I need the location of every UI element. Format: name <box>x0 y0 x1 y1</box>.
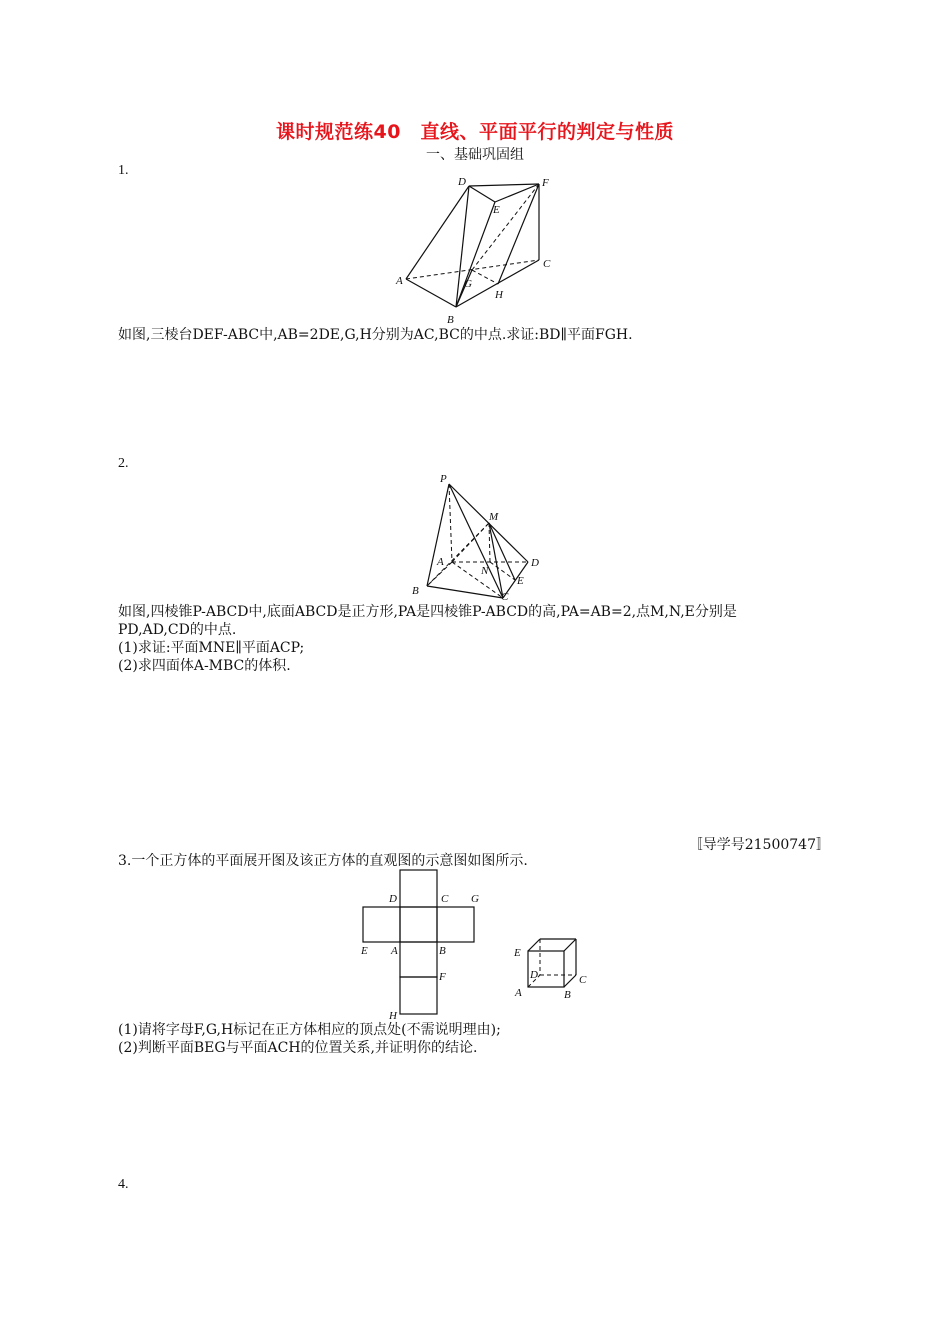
guide-number: 〚导学号21500747〛 <box>688 837 830 853</box>
edge-PA-hidden <box>449 484 452 562</box>
cube-label-C: C <box>579 974 587 986</box>
cube-label-E: E <box>514 947 521 959</box>
edge-AB <box>406 279 456 307</box>
label-A: A <box>437 556 444 568</box>
label-F: F <box>542 177 549 189</box>
label-E: E <box>493 204 500 216</box>
net-label-H: H <box>389 1010 397 1020</box>
label-P: P <box>440 473 447 485</box>
question-4-number: 4. <box>118 1177 129 1192</box>
cube-edge-bottom-right <box>564 975 576 987</box>
net-square-left <box>363 907 400 942</box>
net-label-A: A <box>391 945 398 957</box>
segment-GH-hidden <box>472 270 498 284</box>
question-2-text <box>118 603 838 675</box>
net-label-F: F <box>439 971 446 983</box>
net-square-right <box>437 907 474 942</box>
question-2-part2: (2)求四面体A-MBC的体积. <box>118 658 291 674</box>
edge-DA <box>406 186 469 279</box>
question-2-number: 2. <box>118 456 129 471</box>
net-square-lower <box>400 942 437 977</box>
label-B: B <box>412 585 419 597</box>
question-1-text: 如图,三棱台DEF-ABC中,AB=2DE,G,H分别为AC,BC的中点.求证:BD∥平面FGH. <box>118 327 633 343</box>
label-D: D <box>531 557 539 569</box>
segment-AC-hidden <box>452 562 503 598</box>
cube-edge-top-left <box>528 939 540 951</box>
label-B: B <box>447 314 454 326</box>
q3-cube-figure <box>508 932 598 1004</box>
segment-FG-hidden <box>472 184 539 270</box>
question-3-part2: (2)判断平面BEG与平面ACH的位置关系,并证明你的结论. <box>118 1040 478 1056</box>
segment-MC <box>489 523 503 598</box>
edge-PB <box>427 484 449 586</box>
label-H: H <box>495 289 503 301</box>
question-3-parts <box>118 1021 838 1057</box>
page-title: 课时规范练40 直线、平面平行的判定与性质 <box>276 121 674 143</box>
net-square-center <box>400 907 437 942</box>
net-label-B: B <box>439 945 446 957</box>
cube-edge-top-right <box>564 939 576 951</box>
label-E: E <box>517 575 524 587</box>
net-square-bottom <box>400 977 437 1014</box>
cube-label-A: A <box>515 987 522 999</box>
q2-pyramid-figure <box>405 468 550 603</box>
edge-BC <box>427 586 503 598</box>
label-M: M <box>489 511 499 523</box>
net-label-D: D <box>389 893 397 905</box>
q3-cube-net-figure <box>355 868 490 1020</box>
segment-ME <box>489 523 515 580</box>
cube-label-D: D <box>530 969 538 981</box>
question-2-part1: (1)求证:平面MNE∥平面ACP; <box>118 640 305 656</box>
label-A: A <box>396 275 403 287</box>
section-heading: 一、基础巩固组 <box>426 147 524 163</box>
question-3-number: 3. <box>118 853 132 869</box>
question-2-text-line2: PD,AD,CD的中点. <box>118 622 237 638</box>
label-G: G <box>464 278 472 290</box>
cube-label-B: B <box>564 989 571 1001</box>
edge-PC <box>449 484 503 598</box>
edge-PD <box>449 484 528 562</box>
question-1-number: 1. <box>118 163 129 178</box>
edge-DE <box>469 186 495 202</box>
net-label-E: E <box>361 945 368 957</box>
edge-DF <box>469 184 539 186</box>
label-C: C <box>543 258 551 270</box>
question-2-text-line1: 如图,四棱锥P-ABCD中,底面ABCD是正方形,PA是四棱锥P-ABCD的高,PA=AB=2,点M,N,E分别是 <box>118 604 737 620</box>
net-square-top <box>400 870 437 907</box>
segment-FH <box>498 184 539 284</box>
q1-frustum-figure <box>390 172 565 327</box>
net-label-C: C <box>441 893 449 905</box>
question-3-part1: (1)请将字母F,G,H标记在正方体相应的顶点处(不需说明理由); <box>118 1022 501 1038</box>
net-label-G: G <box>471 893 479 905</box>
label-N: N <box>481 565 489 577</box>
label-D: D <box>458 176 466 188</box>
label-C: C <box>501 591 509 603</box>
question-3-text: 一个正方体的平面展开图及该正方体的直观图的示意图如图所示. <box>131 853 528 869</box>
